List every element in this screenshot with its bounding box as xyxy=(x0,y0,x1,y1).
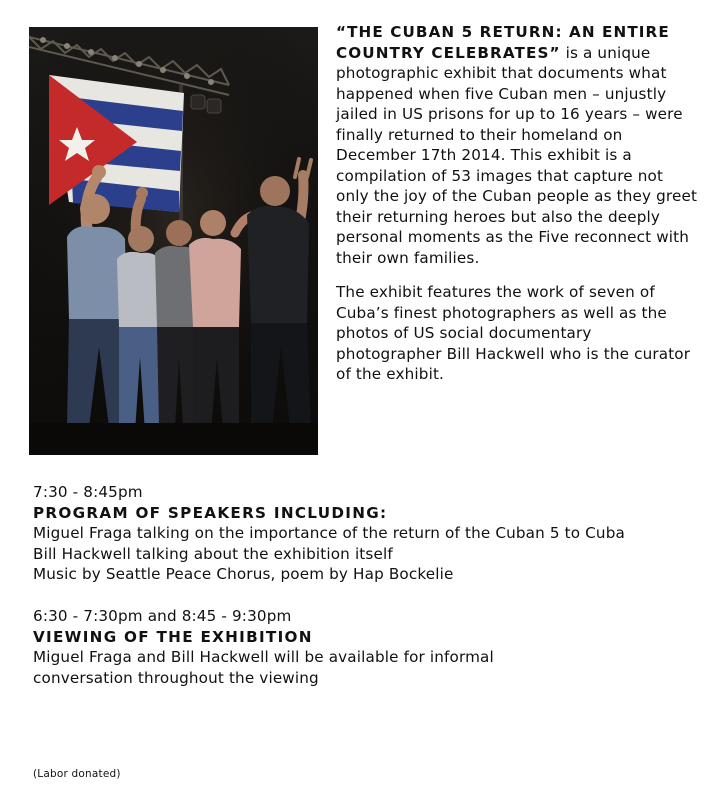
program-item: Miguel Fraga talking on the importance of the return of the Cuban 5 to Cuba xyxy=(33,524,625,543)
photographers-paragraph: The exhibit features the work of seven of Cuba’s finest photographers as well as the photos of US social documentary photographer Bill Hackwell who is the curator of the exhibit. xyxy=(336,283,691,383)
program-item: Music by Seattle Peace Chorus, poem by Hap Bockelie xyxy=(33,565,454,584)
program-time: 7:30 - 8:45pm xyxy=(33,483,143,501)
viewing-block xyxy=(33,606,693,688)
footnote: (Labor donated) xyxy=(33,768,121,780)
exhibit-description xyxy=(336,22,698,399)
event-schedule xyxy=(33,482,693,709)
description-text: is a unique photographic exhibit that documents what happened when five Cuban men – unjustly jailed in US prisons for up to 16 years – were finally returned to their homeland on December 17th 2014. This exhibit is a compilation of 53 images that capture not only the joy of the Cuban people as they greet their returning heroes but also the deeply personal moments as the Five reconnect with their own families. xyxy=(336,43,698,267)
viewing-text: Miguel Fraga and Bill Hackwell will be available for informal conversation throughout the viewing xyxy=(33,648,494,687)
cuban-five-photo xyxy=(29,27,318,455)
exhibit-title: “THE CUBAN 5 RETURN: AN ENTIRE COUNTRY CELEBRATES” xyxy=(336,23,670,62)
program-heading: PROGRAM OF SPEAKERS INCLUDING: xyxy=(33,503,388,522)
program-item: Bill Hackwell talking about the exhibition itself xyxy=(33,544,393,563)
stage-floor xyxy=(29,423,318,455)
program-block xyxy=(33,482,693,585)
viewing-heading: VIEWING OF THE EXHIBITION xyxy=(33,627,313,646)
cuban-flag xyxy=(49,75,184,212)
intro-paragraph xyxy=(336,22,698,268)
viewing-time: 6:30 - 7:30pm and 8:45 - 9:30pm xyxy=(33,606,292,625)
